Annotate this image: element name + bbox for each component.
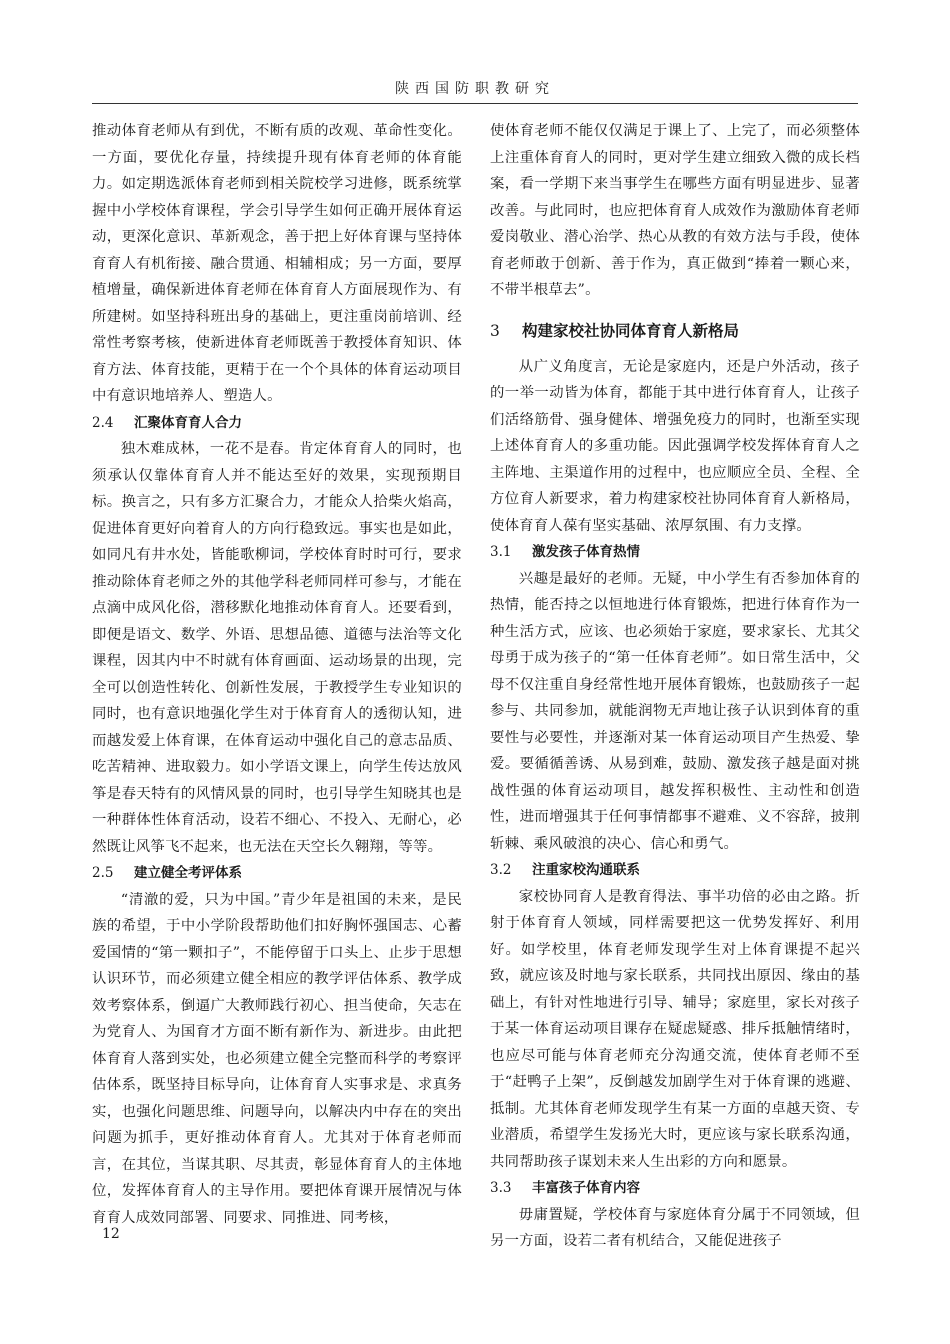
paragraph: 家校协同育人是教育得法、事半功倍的必由之路。折射于体育育人领域，同样需要把这一优势发挥好、利用好。如学校里，体育老师发现学生对上体育课提不起兴致，就应该及时地与家长联系，共同找出原因、缘由的基础上，有针对性地进行引导、辅导；家庭里，家长对孩子于某一体育运动项目课存在疑虑疑惑、排斥抵触情绪时，也应尽可能与体育老师充分沟通交流，使体育老师不至于“赶鸭子上架”，反倒越发加剧学生对于体育课的逃避、抵制。尤其体育老师发现学生有某一方面的卓越天资、专业潜质，希望学生发扬光大时，更应该与家长联系沟通，共同帮助孩子谋划未来人生出彩的方向和愿景。 [490,888,860,1170]
paragraph: 从广义角度言，无论是家庭内，还是户外活动，孩子的一举一动皆为体育，都能于其中进行体育育人，让孩子们活络筋骨、强身健体、增强免疫力的同时，也渐至实现上述体育育人的多重功能。因此强调学校发挥体育育人之主阵地、主渠道作用的过程中，也应顺应全员、全程、全方位育人新要求，着力构建家校社协同体育育人新格局，使体育育人葆有坚实基础、浓厚氛围、有力支撑。 [490,358,860,534]
section-title: 构建家校社协同体育育人新格局 [522,321,740,340]
page-number: 12 [102,1226,120,1242]
paragraph: 独木难成林，一花不是春。肯定体育育人的同时，也须承认仅靠体育育人并不能达至好的效果，实现预期目标。换言之，只有多方汇聚合力，才能众人拾柴火焰高，促进体育更好向着育人的方向行稳致远。事实也是如此，如同凡有井水处，皆能歌柳词，学校体育时时可行，要求推动除体育老师之外的其他学科老师同样可参与，才能在点滴中成风化俗，潜移默化地推动体育育人。还要看到，即便是语文、数学、外语、思想品德、道德与法治等文化课程，因其内中不时就有体育画面、运动场景的出现，完全可以创造性转化、创新性发展，于教授学生专业知识的同时，也有意识地强化学生对于体育育人的透彻认知，进而越发爱上体育课，在体育运动中强化自己的意志品质、吃苦精神、进取毅力。如小学语文课上，向学生传达放风筝是春天特有的风情风景的同时，也引导学生知晓其也是一种群体性体育活动，设若不细心、不投入、无耐心，必然既让风筝飞不起来，也无法在天空长久翱翔，等等。 [92,441,462,855]
subsection-title: 汇聚体育育人合力 [134,414,242,431]
paragraph: 推动体育老师从有到优，不断有质的改观、革命性变化。一方面，要优化存量，持续提升现有体育老师的体育能力。如定期选派体育老师到相关院校学习进修，既系统掌握中小学校体育课程，学会引导学生如何正确开展体育运动，更深化意识、革新观念，善于把上好体育课与坚持体育育人有机衔接、融合贯通、相辅相成；另一方面，要厚植增量，确保新进体育老师在体育育人方面展现作为、有所建树。如坚持科班出身的基础上，更注重岗前培训、经常性考察考核，使新进体育老师既善于教授体育知识、体育方法、体育技能，更精于在一个个具体的体育运动项目中有意识地培养人、塑造人。 [92,123,462,404]
left-column [92,118,462,1248]
subsection-number: 3.2 [490,862,512,878]
subsection-number: 3.3 [490,1180,512,1196]
paragraph: “清澈的爱，只为中国。”青少年是祖国的未来，是民族的希望，于中小学阶段帮助他们扣好胸怀强国志、心蓄爱国情的“第一颗扣子”，不能停留于口头上、止步于思想认识环节，而必须建立健全相应的教学评估体系、教学成效考察体系，倒逼广大教师践行初心、担当使命，矢志在为党育人、为国育才方面不断有新作为、新进步。由此把体育育人落到实处，也必须建立健全完整而科学的考察评估体系，既坚持目标导向，让体育育人实事求是、求真务实，也强化问题思维、问题导向，以解决内中存在的突出问题为抓手，更好推动体育育人。尤其对于体育老师而言，在其位，当谋其职、尽其责，彰显体育育人的主体地位，发挥体育育人的主导作用。要把体育课开展情况与体育育人成效同部署、同要求、同推进、同考核， [92,891,462,1226]
subsection-number: 3.1 [490,544,512,560]
subsection-heading-3-2 [490,857,860,884]
subsection-title: 丰富孩子体育内容 [532,1180,640,1196]
subsection-heading-2-4 [92,410,462,437]
right-column [490,118,860,1248]
subsection-title: 激发孩子体育热情 [532,544,640,560]
header-rule [92,103,858,104]
subsection-number: 2.4 [92,414,114,431]
journal-header: 陕西国防职教研究 [395,81,555,97]
subsection-heading-2-5 [92,860,462,887]
subsection-title: 建立健全考评体系 [134,865,242,881]
subsection-heading-3-3 [490,1175,860,1202]
section-number: 3 [490,321,500,340]
paragraph: 兴趣是最好的老师。无疑，中小学生有否参加体育的热情，能否持之以恒地进行体育锻炼，把进行体育作为一种生活方式，应该、也必须始于家庭，要求家长、尤其父母勇于成为孩子的“第一任体育老师”。如日常生活中，父母不仅注重自身经常性地开展体育锻炼，也鼓励孩子一起参与、共同参加，就能润物无声地让孩子认识到体育的重要性与必要性，并逐渐对某一体育运动项目产生热爱、挚爱。要循循善诱、从易到难，鼓励、激发孩子越是面对挑战性强的体育运动项目，越发挥积极性、主动性和创造性，进而增强其于任何事情都事不避难、义不容辞，披荆斩棘、乘风破浪的决心、信心和勇气。 [490,570,860,852]
subsection-heading-3-1 [490,539,860,566]
subsection-number: 2.5 [92,865,114,881]
paragraph: 毋庸置疑，学校体育与家庭体育分属于不同领域，但另一方面，设若二者有机结合，又能促进孩子 [490,1206,860,1248]
section-heading-3 [490,316,860,346]
paragraph: 使体育老师不能仅仅满足于课上了、上完了，而必须整体上注重体育育人的同时，更对学生建立细致入微的成长档案，看一学期下来当事学生在哪些方面有明显进步、显著改善。与此同时，也应把体育育人成效作为激励体育老师爱岗敬业、潜心治学、热心从教的有效方法与手段，使体育老师敢于创新、善于作为，真正做到“捧着一颗心来，不带半根草去”。 [490,123,860,298]
subsection-title: 注重家校沟通联系 [532,862,640,878]
